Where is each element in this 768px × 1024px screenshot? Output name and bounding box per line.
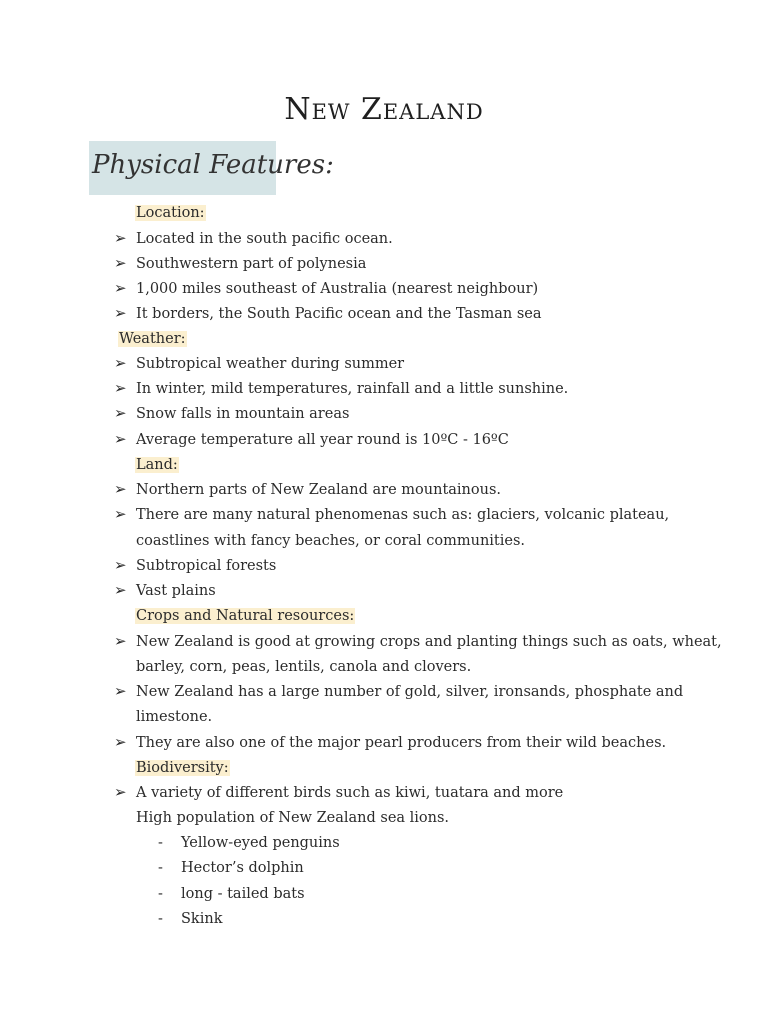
list-item-plain: High population of New Zealand sea lions. xyxy=(136,810,450,826)
dash-bullet-icon: - xyxy=(158,886,163,902)
sub-list-item: Skink xyxy=(181,911,223,927)
list-item: Snow falls in mountain areas xyxy=(136,406,350,422)
sub-list-item: long - tailed bats xyxy=(181,886,305,902)
list-item: There are many natural phenomenas such as: glaciers, volcanic plateau, xyxy=(136,507,670,523)
list-item: In winter, mild temperatures, rainfall and a little sunshine. xyxy=(136,381,569,397)
bullet-arrow-icon: ➢ xyxy=(114,480,127,498)
bullet-arrow-icon: ➢ xyxy=(114,632,127,650)
sub-list-item: Hector’s dolphin xyxy=(181,860,304,876)
list-item: New Zealand has a large number of gold, silver, ironsands, phosphate and xyxy=(136,684,684,700)
bullet-arrow-icon: ➢ xyxy=(114,682,127,700)
list-item: A variety of different birds such as kiwi, tuatara and more xyxy=(136,785,564,801)
list-item: Subtropical weather during summer xyxy=(136,356,405,372)
dash-bullet-icon: - xyxy=(158,860,163,876)
subsection-label-crops: Crops and Natural resources: xyxy=(136,608,355,624)
subsection-label-biodiversity: Biodiversity: xyxy=(136,760,229,776)
bullet-arrow-icon: ➢ xyxy=(114,304,127,322)
list-item: Vast plains xyxy=(136,583,216,599)
bullet-arrow-icon: ➢ xyxy=(114,379,127,397)
bullet-arrow-icon: ➢ xyxy=(114,505,127,523)
list-item: Located in the south pacific ocean. xyxy=(136,231,393,247)
bullet-arrow-icon: ➢ xyxy=(114,354,127,372)
bullet-arrow-icon: ➢ xyxy=(114,733,127,751)
section-heading: Physical Features: xyxy=(89,141,276,195)
subsection-label-location: Location: xyxy=(136,205,205,221)
bullet-arrow-icon: ➢ xyxy=(114,556,127,574)
list-item: They are also one of the major pearl producers from their wild beaches. xyxy=(136,735,667,751)
dash-bullet-icon: - xyxy=(158,835,163,851)
bullet-arrow-icon: ➢ xyxy=(114,279,127,297)
list-item: Northern parts of New Zealand are mountainous. xyxy=(136,482,502,498)
list-item: Average temperature all year round is 10ºC - 16ºC xyxy=(136,432,509,448)
bullet-arrow-icon: ➢ xyxy=(114,581,127,599)
list-item: 1,000 miles southeast of Australia (nearest neighbour) xyxy=(136,281,539,297)
sub-list-item: Yellow-eyed penguins xyxy=(181,835,340,851)
list-item-continuation: coastlines with fancy beaches, or coral communities. xyxy=(136,533,526,549)
bullet-arrow-icon: ➢ xyxy=(114,254,127,272)
list-item: Southwestern part of polynesia xyxy=(136,256,367,272)
list-item: Subtropical forests xyxy=(136,558,277,574)
bullet-arrow-icon: ➢ xyxy=(114,404,127,422)
bullet-arrow-icon: ➢ xyxy=(114,783,127,801)
bullet-arrow-icon: ➢ xyxy=(114,430,127,448)
subsection-label-weather: Weather: xyxy=(119,331,186,347)
subsection-label-land: Land: xyxy=(136,457,178,473)
list-item: New Zealand is good at growing crops and planting things such as oats, wheat, xyxy=(136,634,722,650)
dash-bullet-icon: - xyxy=(158,911,163,927)
document-title: New Zealand xyxy=(284,92,484,127)
list-item-continuation: limestone. xyxy=(136,709,213,725)
list-item: It borders, the South Pacific ocean and the Tasman sea xyxy=(136,306,542,322)
bullet-arrow-icon: ➢ xyxy=(114,229,127,247)
list-item-continuation: barley, corn, peas, lentils, canola and clovers. xyxy=(136,659,472,675)
